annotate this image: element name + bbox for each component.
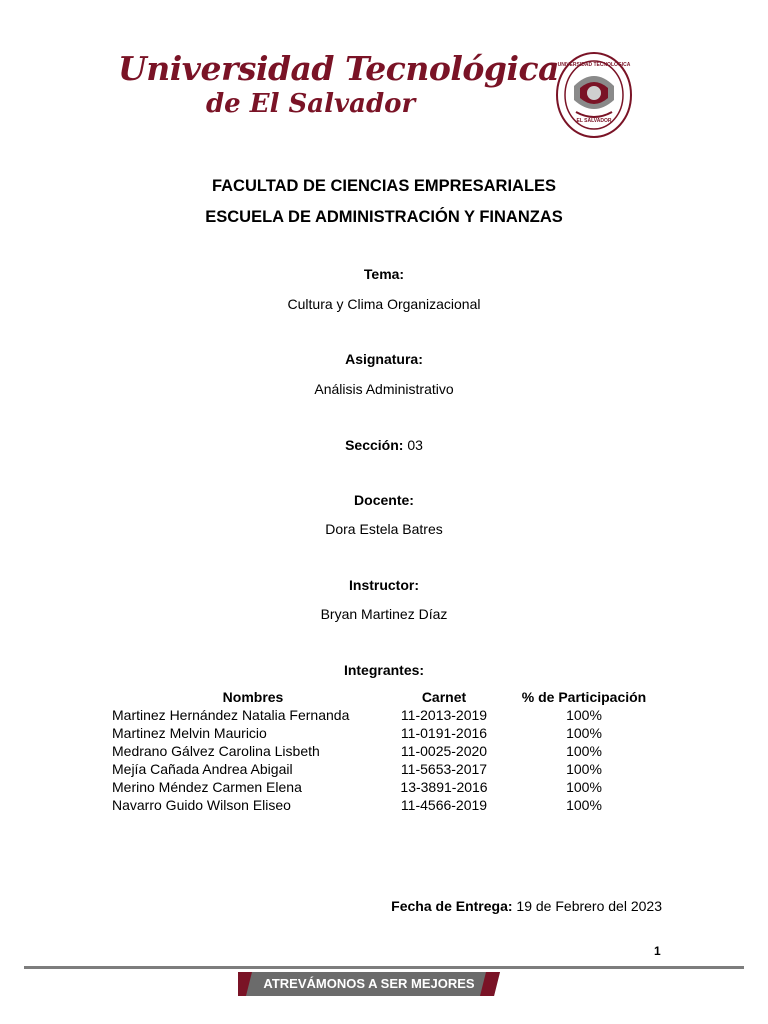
member-name: Mejía Cañada Andrea Abigail [112, 761, 293, 777]
footer-divider [24, 966, 744, 969]
members-table [112, 688, 674, 814]
member-participation: 100% [566, 761, 602, 777]
table-row [112, 742, 674, 760]
logo-line-2: de El Salvador [206, 89, 416, 119]
member-name: Merino Méndez Carmen Elena [112, 779, 302, 795]
member-name: Medrano Gálvez Carolina Lisbeth [112, 743, 320, 759]
table-row [112, 796, 674, 814]
member-carnet: 11-0191-2016 [400, 725, 488, 741]
seccion-label: Sección: [345, 437, 404, 453]
table-row [112, 778, 674, 796]
table-row [112, 760, 674, 778]
docente-label: Docente: [354, 492, 414, 508]
page-number: 1 [654, 944, 661, 958]
instructor-label: Instructor: [349, 577, 419, 593]
member-carnet: 11-4566-2019 [400, 797, 488, 813]
table-row [112, 706, 674, 724]
tema-label: Tema: [363, 266, 405, 282]
integrantes-label: Integrantes: [343, 662, 425, 678]
column-header-carnet: Carnet [421, 689, 467, 705]
school-heading: ESCUELA DE ADMINISTRACIÓN Y FINANZAS [205, 208, 563, 226]
member-participation: 100% [566, 707, 602, 723]
seccion-value: 03 [403, 437, 423, 453]
member-carnet: 11-0025-2020 [400, 743, 488, 759]
logo-line-1: Universidad Tecnológica [118, 49, 559, 88]
fecha-label: Fecha de Entrega: [391, 898, 513, 914]
member-carnet: 11-2013-2019 [400, 707, 488, 723]
member-participation: 100% [566, 725, 602, 741]
column-header-participacion: % de Participación [521, 689, 647, 705]
member-carnet: 13-3891-2016 [400, 779, 488, 795]
docente-value: Dora Estela Batres [325, 521, 443, 537]
member-participation: 100% [566, 743, 602, 759]
university-seal-icon [556, 52, 632, 138]
fecha-entrega [391, 898, 662, 914]
footer-banner-text: ATREVÁMONOS A SER MEJORES [263, 976, 475, 991]
asignatura-label: Asignatura: [345, 351, 423, 367]
seal-text-bottom: EL SALVADOR [576, 118, 612, 124]
university-logo-text [118, 49, 559, 119]
fecha-value: 19 de Febrero del 2023 [512, 898, 662, 914]
tema-value: Cultura y Clima Organizacional [287, 296, 481, 312]
member-name: Martinez Melvin Mauricio [112, 725, 267, 741]
seccion-line [0, 437, 768, 453]
member-carnet: 11-5653-2017 [400, 761, 488, 777]
table-row [112, 724, 674, 742]
member-name: Navarro Guido Wilson Eliseo [112, 797, 291, 813]
table-header-row [112, 688, 674, 706]
seal-text-top: UNIVERSIDAD TECNOLOGICA [557, 62, 631, 68]
member-name: Martinez Hernández Natalia Fernanda [112, 707, 350, 723]
faculty-heading: FACULTAD DE CIENCIAS EMPRESARIALES [211, 177, 557, 195]
asignatura-value: Análisis Administrativo [314, 381, 454, 397]
column-header-nombres: Nombres [222, 689, 284, 705]
member-participation: 100% [566, 797, 602, 813]
member-participation: 100% [566, 779, 602, 795]
instructor-value: Bryan Martinez Díaz [320, 606, 448, 622]
